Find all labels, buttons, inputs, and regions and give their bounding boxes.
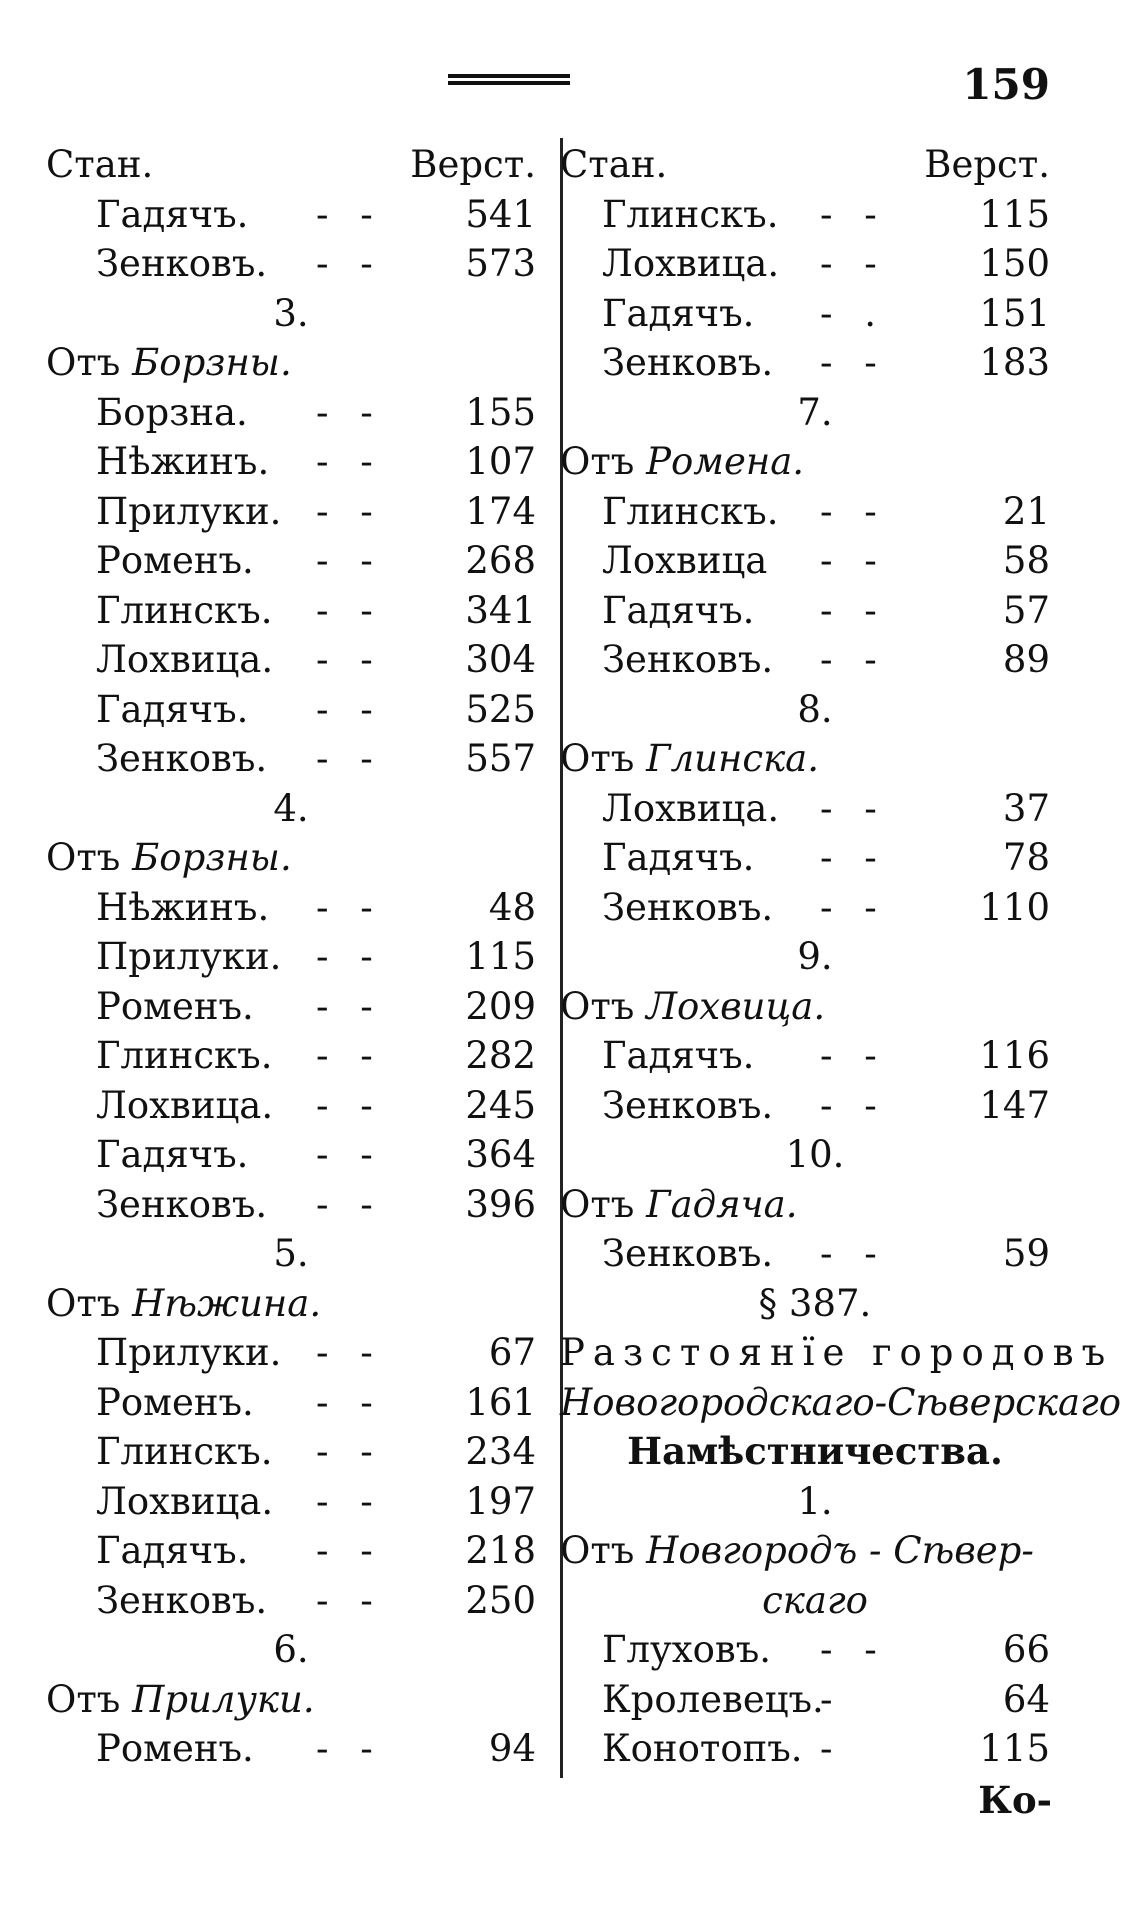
leader-dashes: - - — [820, 638, 887, 681]
leader-dashes: - - — [316, 192, 383, 236]
text-line — [560, 685, 1070, 735]
distance-entry — [46, 1477, 536, 1527]
distance-entry — [560, 536, 1070, 586]
leader-dashes: - - — [316, 1578, 383, 1622]
header-rule — [448, 74, 570, 88]
leader-dashes: - — [820, 1727, 843, 1770]
town-name: Гадячъ. — [602, 291, 755, 335]
distance-entry — [560, 883, 1070, 933]
right-column — [560, 140, 1122, 1774]
distance-value: 396 — [465, 1182, 536, 1226]
leader-dashes: - - — [316, 1529, 383, 1572]
town-name: Гадячъ. — [96, 1133, 249, 1176]
town-name: Конотопъ. — [602, 1727, 803, 1770]
distance-value: 174 — [465, 489, 536, 533]
town-name: Глинскъ. — [96, 588, 273, 632]
distance-value: 66 — [1002, 1628, 1050, 1671]
town-name: Гадячъ. — [96, 1529, 249, 1572]
leader-dashes: - - — [820, 836, 887, 879]
town-name: Нѣжинъ. — [96, 440, 270, 483]
distance-entry — [560, 190, 1070, 240]
page-number: 159 — [962, 60, 1050, 109]
distance-entry — [46, 685, 536, 735]
town-name: Роменъ. — [96, 1380, 254, 1424]
distance-entry — [46, 239, 536, 289]
distance-value: 541 — [465, 192, 536, 236]
town-name: Зенковъ. — [96, 737, 268, 780]
distance-entry — [46, 1724, 536, 1774]
town-name: Лохвица. — [602, 242, 780, 285]
town-name: Зенковъ. — [96, 1182, 268, 1226]
distance-value: 115 — [979, 1727, 1050, 1770]
distance-entry — [46, 1378, 536, 1428]
leader-dashes: - - — [316, 935, 383, 978]
section-number: 4. — [273, 786, 309, 830]
text-line — [560, 1378, 1122, 1428]
distance-entry — [560, 239, 1070, 289]
distance-entry — [46, 1328, 536, 1378]
distance-entry — [46, 1576, 536, 1626]
section-title-line: Намѣстничества. — [627, 1429, 1003, 1473]
leader-dashes: - - — [820, 489, 887, 533]
from-prefix: Отъ — [560, 440, 647, 483]
from-prefix: Отъ — [46, 1677, 133, 1721]
distance-entry — [46, 1180, 536, 1230]
section-number: 9. — [797, 935, 833, 978]
distance-entry — [560, 1625, 1070, 1675]
distance-value: 268 — [465, 539, 536, 582]
leader-dashes: - - — [316, 390, 383, 434]
distance-value: 48 — [488, 885, 536, 929]
distance-entry — [560, 1724, 1070, 1774]
leader-dashes: - - — [316, 440, 383, 483]
from-city: Борзны. — [132, 341, 292, 384]
distance-value: 151 — [979, 291, 1050, 335]
town-name: Лохвица. — [96, 638, 274, 681]
town-name: Глинскъ. — [602, 192, 779, 236]
town-name: Лохвица. — [602, 786, 780, 830]
leader-dashes: - - — [820, 192, 887, 236]
leader-dashes: - - — [316, 1479, 383, 1523]
text-line — [560, 1328, 1114, 1378]
leader-dashes: - - — [316, 1083, 383, 1127]
distance-value: 67 — [488, 1331, 536, 1374]
leader-dashes: - - — [316, 1430, 383, 1473]
from-heading — [560, 1526, 1070, 1576]
leader-dashes: - - — [820, 885, 887, 929]
town-name: Роменъ. — [96, 539, 254, 582]
town-name: Глуховъ. — [602, 1628, 772, 1671]
distance-value: 150 — [979, 242, 1050, 285]
town-name: Зенковъ. — [602, 885, 774, 929]
distance-value: 557 — [465, 737, 536, 780]
distance-entry — [46, 388, 536, 438]
from-city: Новгородъ - Сѣвер- — [646, 1529, 1034, 1572]
text-line — [46, 1625, 536, 1675]
leader-dashes: - - — [820, 539, 887, 582]
leader-dashes: - - — [316, 588, 383, 632]
distance-value: 21 — [1002, 489, 1050, 533]
versts-header: Верст. — [924, 143, 1050, 186]
text-line — [560, 1427, 1070, 1477]
distance-entry — [46, 190, 536, 240]
town-name: Лохвица — [602, 539, 768, 582]
from-heading — [560, 437, 1070, 487]
section-number: 8. — [797, 687, 833, 731]
distance-entry — [46, 487, 536, 537]
distance-entry — [46, 734, 536, 784]
distance-value: 94 — [488, 1727, 536, 1770]
town-name: Прилуки. — [96, 935, 282, 978]
section-number: 7. — [797, 390, 833, 434]
section-number: 3. — [273, 291, 309, 335]
leader-dashes: - - — [316, 1182, 383, 1226]
station-header: Стан. — [46, 143, 154, 186]
leader-dashes: - - — [316, 885, 383, 929]
distance-value: 364 — [465, 1133, 536, 1176]
town-name: Гадячъ. — [96, 192, 249, 236]
text-line — [46, 289, 536, 339]
town-name: Гадячъ. — [602, 1034, 755, 1077]
column-header — [560, 140, 1070, 190]
distance-entry — [46, 586, 536, 636]
section-title-italic: Новогородскаго-Сѣверскаго — [560, 1380, 1122, 1424]
town-name: Гадячъ. — [602, 836, 755, 879]
from-city: Лохвица. — [646, 984, 826, 1028]
from-heading — [46, 1279, 536, 1329]
leader-dashes: - — [820, 1677, 843, 1721]
distance-value: 250 — [465, 1578, 536, 1622]
distance-entry — [46, 883, 536, 933]
distance-value: 218 — [465, 1529, 536, 1572]
leader-dashes: - - — [316, 489, 383, 533]
catchword: Ко- — [978, 1778, 1052, 1822]
distance-value: 147 — [979, 1083, 1050, 1127]
distance-entry — [560, 1229, 1070, 1279]
distance-value: 282 — [465, 1034, 536, 1077]
leader-dashes: - - — [316, 242, 383, 285]
distance-entry — [560, 289, 1070, 339]
section-number: § 387. — [758, 1281, 872, 1325]
distance-value: 304 — [465, 638, 536, 681]
town-name: Глинскъ. — [96, 1430, 273, 1473]
leader-dashes: - - — [820, 1232, 887, 1275]
station-header: Стан. — [560, 143, 668, 186]
text-line — [560, 1130, 1070, 1180]
leader-dashes: - - — [316, 539, 383, 582]
from-city: Глинска. — [646, 737, 820, 780]
town-name: Прилуки. — [96, 1331, 282, 1374]
from-city-continued: скаго — [762, 1578, 868, 1622]
section-number: 5. — [273, 1232, 309, 1275]
town-name: Роменъ. — [96, 984, 254, 1028]
leader-dashes: - - — [316, 1380, 383, 1424]
text-line — [560, 1279, 1070, 1329]
leader-dashes: - - — [316, 984, 383, 1028]
from-prefix: Отъ — [560, 737, 647, 780]
text-line — [46, 784, 536, 834]
leader-dashes: - - — [820, 1034, 887, 1077]
distance-value: 110 — [979, 885, 1050, 929]
leader-dashes: - - — [316, 1727, 383, 1770]
town-name: Зенковъ. — [602, 341, 774, 384]
distance-entry — [46, 1526, 536, 1576]
town-name: Зенковъ. — [96, 242, 268, 285]
town-name: Зенковъ. — [602, 638, 774, 681]
town-name: Глинскъ. — [602, 489, 779, 533]
town-name: Зенковъ. — [602, 1083, 774, 1127]
from-heading — [560, 1180, 1070, 1230]
town-name: Роменъ. — [96, 1727, 254, 1770]
leader-dashes: - - — [820, 786, 887, 830]
leader-dashes: - - — [316, 1034, 383, 1077]
distance-entry — [560, 784, 1070, 834]
leader-dashes: - - — [316, 1133, 383, 1176]
distance-entry — [46, 1031, 536, 1081]
leader-dashes: - - — [820, 588, 887, 632]
distance-value: 573 — [465, 242, 536, 285]
leader-dashes: - - — [316, 638, 383, 681]
distance-entry — [560, 586, 1070, 636]
leader-dashes: - - — [820, 1628, 887, 1671]
from-city: Прилуки. — [132, 1677, 315, 1721]
distance-entry — [560, 1675, 1070, 1725]
leader-dashes: - - — [316, 687, 383, 731]
text-line — [560, 1576, 1070, 1626]
distance-entry — [560, 487, 1070, 537]
distance-entry — [46, 982, 536, 1032]
town-name: Гадячъ. — [96, 687, 249, 731]
distance-value: 161 — [465, 1380, 536, 1424]
distance-value: 525 — [465, 687, 536, 731]
from-city: Гадяча. — [646, 1182, 798, 1226]
distance-value: 107 — [465, 440, 536, 483]
town-name: Лохвица. — [96, 1083, 274, 1127]
distance-value: 155 — [465, 390, 536, 434]
distance-entry — [46, 932, 536, 982]
text-line — [560, 388, 1070, 438]
distance-entry — [46, 1081, 536, 1131]
section-number: 6. — [273, 1628, 309, 1671]
distance-entry — [560, 635, 1070, 685]
distance-value: 234 — [465, 1430, 536, 1473]
distance-entry — [46, 1427, 536, 1477]
leader-dashes: - - — [820, 1083, 887, 1127]
distance-value: 183 — [979, 341, 1050, 384]
text-line — [46, 1229, 536, 1279]
distance-entry — [46, 1130, 536, 1180]
town-name: Зенковъ. — [602, 1232, 774, 1275]
distance-value: 89 — [1002, 638, 1050, 681]
distance-value: 115 — [979, 192, 1050, 236]
distance-entry — [560, 338, 1070, 388]
distance-value: 64 — [1002, 1677, 1050, 1721]
section-number: 10. — [785, 1133, 845, 1176]
column-header — [46, 140, 536, 190]
from-prefix: Отъ — [46, 1281, 133, 1325]
town-name: Зенковъ. — [96, 1578, 268, 1622]
text-line — [560, 1477, 1070, 1527]
distance-value: 197 — [465, 1479, 536, 1523]
town-name: Борзна. — [96, 390, 248, 434]
town-name: Нѣжинъ. — [96, 885, 270, 929]
town-name: Кролевецъ. — [602, 1677, 824, 1721]
town-name: Прилуки. — [96, 489, 282, 533]
from-prefix: Отъ — [560, 1529, 647, 1572]
distance-entry — [46, 635, 536, 685]
section-title: Разстоянïе городовъ — [560, 1331, 1114, 1374]
from-city: Борзны. — [132, 836, 292, 879]
distance-entry — [560, 1031, 1070, 1081]
from-prefix: Отъ — [560, 1182, 647, 1226]
from-heading — [46, 833, 536, 883]
from-heading — [46, 338, 536, 388]
from-heading — [560, 734, 1070, 784]
section-number: 1. — [797, 1479, 833, 1523]
from-heading — [46, 1675, 536, 1725]
leader-dashes: - - — [316, 737, 383, 780]
leader-dashes: - - — [820, 242, 887, 285]
leader-dashes: - . — [820, 291, 887, 335]
from-prefix: Отъ — [46, 836, 133, 879]
town-name: Глинскъ. — [96, 1034, 273, 1077]
town-name: Гадячъ. — [602, 588, 755, 632]
distance-value: 37 — [1002, 786, 1050, 830]
distance-value: 116 — [979, 1034, 1050, 1077]
distance-entry — [560, 833, 1070, 883]
distance-entry — [46, 437, 536, 487]
left-column — [46, 140, 536, 1774]
distance-value: 78 — [1002, 836, 1050, 879]
from-prefix: Отъ — [46, 341, 133, 384]
from-city: Ромена. — [646, 440, 805, 483]
distance-value: 341 — [465, 588, 536, 632]
distance-value: 209 — [465, 984, 536, 1028]
distance-value: 57 — [1002, 588, 1050, 632]
from-city: Нѣжина. — [132, 1281, 322, 1325]
distance-entry — [46, 536, 536, 586]
distance-value: 245 — [465, 1083, 536, 1127]
distance-entry — [560, 1081, 1070, 1131]
town-name: Лохвица. — [96, 1479, 274, 1523]
leader-dashes: - - — [316, 1331, 383, 1374]
versts-header: Верст. — [410, 143, 536, 186]
distance-value: 115 — [465, 935, 536, 978]
distance-value: 59 — [1002, 1232, 1050, 1275]
distance-value: 58 — [1002, 539, 1050, 582]
from-prefix: Отъ — [560, 984, 647, 1028]
from-heading — [560, 982, 1070, 1032]
leader-dashes: - - — [820, 341, 887, 384]
text-line — [560, 932, 1070, 982]
